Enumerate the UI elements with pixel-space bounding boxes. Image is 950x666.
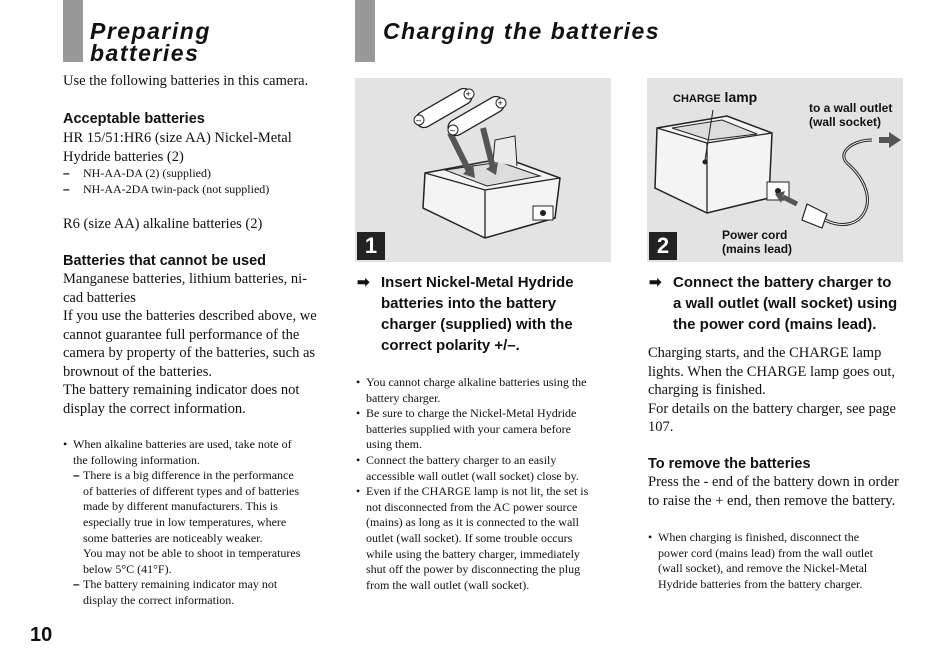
svg-text:+: +	[497, 98, 503, 108]
alkaline-text: R6 (size AA) alkaline batteries (2)	[63, 216, 263, 232]
cannot-section: Batteries that cannot be used Manganese batteries, lithium batteries, ni- cad batteries If you use the batteries described above, we cannot guarantee full performance of the camera by property of the batteries, such as brownout of the batteries. The battery remaining indicator does not display the correct information.	[63, 252, 348, 418]
label-charge-lamp: CHARGE lamp	[673, 89, 758, 105]
section-title-charging: Charging the batteries	[383, 18, 661, 44]
label-power-cord: Power cord (mains lead)	[722, 228, 793, 256]
note-bullet: • When alkaline batteries are used, take note of the following information.	[63, 437, 348, 468]
figure-insert-batteries	[355, 78, 611, 262]
step1-notes	[356, 375, 616, 593]
note-bullet: • Connect the battery charger to an easily accessible wall outlet (wall socket) close by.	[356, 453, 616, 484]
alkaline-note	[63, 437, 348, 609]
step-number-1: 1	[357, 232, 385, 260]
right-arrow-icon: ➡	[357, 274, 370, 291]
figure-connect-charger	[647, 78, 903, 262]
step1-instruction: ➡ Insert Nickel-Metal Hydride batteries into the battery charger (supplied) with the correct polarity +/–.	[357, 274, 574, 354]
note-bullet: • You cannot charge alkaline batteries using the battery charger.	[356, 375, 616, 406]
page-number: 10	[30, 624, 53, 646]
acceptable-line-1: HR 15/51:HR6 (size AA) Nickel-Metal	[63, 130, 292, 146]
note-bullet: • When charging is finished, disconnect the power cord (mains lead) from the wall outlet (wall socket), and remove the Nickel-Metal Hydride batteries from the battery charger.	[648, 530, 918, 592]
step2-body: Charging starts, and the CHARGE lamp lights. When the CHARGE lamp goes out, charging is finished. For details on the battery charger, see page 107.	[648, 345, 896, 435]
intro-text: Use the following batteries in this camera.	[63, 73, 309, 89]
note-bullet: • Even if the CHARGE lamp is not lit, the set is not disconnected from the AC power source (mains) as long as it is connected to the wall outlet (wall socket). If some trouble occurs while using the battery charger, immediately shut off the power by disconnecting the plug from the wall outlet (wall socket).	[356, 484, 616, 593]
acceptable-section	[63, 110, 343, 197]
note-bullet: • Be sure to charge the Nickel-Metal Hydride batteries supplied with your camera before using them.	[356, 406, 616, 453]
acceptable-item: – NH-AA-DA (2) (supplied)	[63, 166, 211, 180]
remove-heading: To remove the batteries	[648, 456, 811, 472]
section-title-preparing: Preparing batteries	[90, 18, 211, 66]
right-arrow-icon: ➡	[649, 274, 662, 291]
step2-instruction: ➡ Connect the battery charger to a wall outlet (wall socket) using the power cord (mains lead).	[649, 274, 898, 333]
label-wall-outlet: to a wall outlet (wall socket)	[809, 101, 893, 129]
charger-with-batteries-illustration	[355, 78, 611, 262]
acceptable-heading: Acceptable batteries	[63, 111, 205, 127]
svg-text:–: –	[416, 115, 422, 125]
note-sub-item: – The battery remaining indicator may not display the correct information.	[73, 577, 278, 607]
step2-note	[648, 530, 918, 592]
svg-text:+: +	[465, 89, 471, 99]
svg-text:–: –	[450, 125, 456, 135]
acceptable-item: – NH-AA-2DA twin-pack (not supplied)	[63, 181, 270, 196]
section-bar-right	[355, 0, 375, 62]
remove-section: To remove the batteries Press the - end of the battery down in order to raise the + end, then remove the battery.	[648, 455, 928, 510]
step-number-2: 2	[649, 232, 677, 260]
acceptable-line-2: Hydride batteries (2)	[63, 148, 184, 165]
right-arrow-icon	[889, 132, 901, 148]
section-bar-left	[63, 0, 83, 62]
note-sub-item: – There is a big difference in the performance of batteries of different types and of batteries made by different manufacturers. This is especially true in low temperatures, where some batteries are noticeably weaker. You may not be able to shoot in temperatures below 5°C (41°F).	[73, 468, 301, 576]
cannot-heading: Batteries that cannot be used	[63, 253, 267, 269]
